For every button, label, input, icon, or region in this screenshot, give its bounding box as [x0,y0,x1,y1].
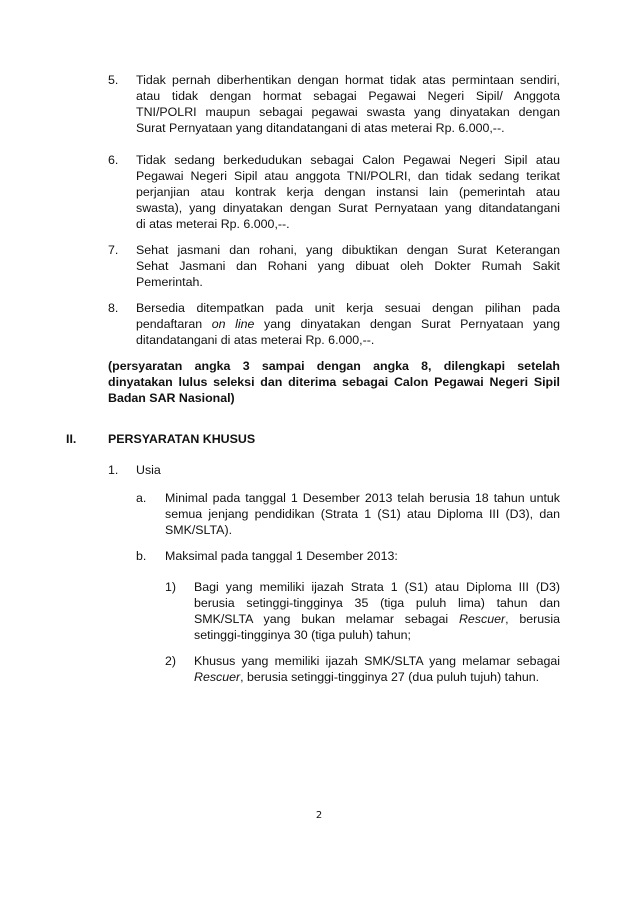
point-b-text: Maksimal pada tanggal 1 Desember 2013: [165,549,398,563]
section-number: II. [66,432,77,446]
item-number: 8. [108,301,119,315]
text-span: , berusia [505,612,560,626]
text-line: di atas meterai Rp. 6.000,--. [136,217,290,231]
text-line: Surat Pernyataan yang ditandatangani di atas meterai Rp. 6.000,--. [136,121,505,135]
italic-term: on line [211,317,255,331]
item-number: 5. [108,73,119,87]
item-6-text [136,152,560,232]
point-b-number: b. [136,549,147,563]
text-line: semua jenjang pendidikan (Strata 1 (S1) atau Diploma III (D3), dan [165,507,560,521]
text-span: , berusia setinggi-tingginya 27 (dua puluh tujuh) tahun. [240,670,540,684]
point-b1-text [194,579,560,643]
text-line: Badan SAR Nasional) [108,391,235,405]
point-b2-number: 2) [165,654,177,668]
point-b2-text [194,653,560,685]
text-line: Bersedia ditempatkan pada unit kerja sesuai dengan pilihan pada [136,301,560,315]
text-span: yang dinyatakan dengan Surat Pernyataan yang [254,317,560,331]
text-line [194,669,560,685]
point-a-text [165,490,560,538]
item-8-text [136,300,560,348]
section-title: PERSYARATAN KHUSUS [108,432,256,446]
text-line: (persyaratan angka 3 sampai dengan angka 8, dilengkapi setelah [108,359,560,373]
text-line: setinggi-tingginya 30 (tiga puluh) tahun; [194,628,411,642]
point-a-number: a. [136,491,147,505]
text-line: Sehat jasmani dan rohani, yang dibuktikan dengan Surat Keterangan [136,243,560,257]
text-line: Pegawai Negeri Sipil atau anggota TNI/POLRI, dan tidak sedang terikat [136,169,560,183]
text-line: Tidak sedang berkedudukan sebagai Calon Pegawai Negeri Sipil atau [136,153,560,167]
text-line: Tidak pernah diberhentikan dengan hormat tidak atas permintaan sendiri, [136,73,560,87]
text-line: Pemerintah. [136,275,203,289]
italic-term: Rescuer [194,670,241,684]
text-line: TNI/POLRI maupun sebagai pegawai swasta yang dinyatakan dengan [136,105,560,119]
requirements-note [108,358,560,406]
text-line: Bagi yang memiliki ijazah Strata 1 (S1) atau Diploma III (D3) [194,580,560,594]
subitem-label: Usia [136,463,161,477]
text-line: Khusus yang memiliki ijazah SMK/SLTA yang melamar sebagai [194,654,560,668]
page-number: 2 [315,810,323,821]
text-line [194,611,560,627]
text-line: atau tidak dengan hormat sebagai Pegawai Negeri Sipil/ Anggota [136,89,560,103]
text-line: ditandatangani di atas meterai Rp. 6.000,--. [136,333,375,347]
item-number: 7. [108,243,119,257]
text-line: berusia setinggi-tingginya 35 (tiga puluh lima) tahun dan [194,596,560,610]
text-line [136,316,560,332]
text-line: SMK/SLTA). [165,523,233,537]
point-b1-number: 1) [165,580,177,594]
text-line: perjanjian atau kontrak kerja dengan instansi lain (pemerintah atau [136,185,560,199]
text-span: pendaftaran [136,317,212,331]
item-7-text [136,242,560,290]
text-span: SMK/SLTA yang bukan melamar sebagai [194,612,459,626]
item-5-text [136,72,560,136]
item-number: 6. [108,153,119,167]
text-line: swasta), yang dinyatakan dengan Surat Pernyataan yang ditandatangani [136,201,560,215]
text-line: Minimal pada tanggal 1 Desember 2013 telah berusia 18 tahun untuk [165,491,560,505]
text-line: Sehat Jasmani dan Rohani yang dibuat oleh Dokter Rumah Sakit [136,259,560,273]
text-line: dinyatakan lulus seleksi dan diterima sebagai Calon Pegawai Negeri Sipil [108,375,560,389]
subitem-number: 1. [108,463,119,477]
italic-term: Rescuer [458,612,506,626]
